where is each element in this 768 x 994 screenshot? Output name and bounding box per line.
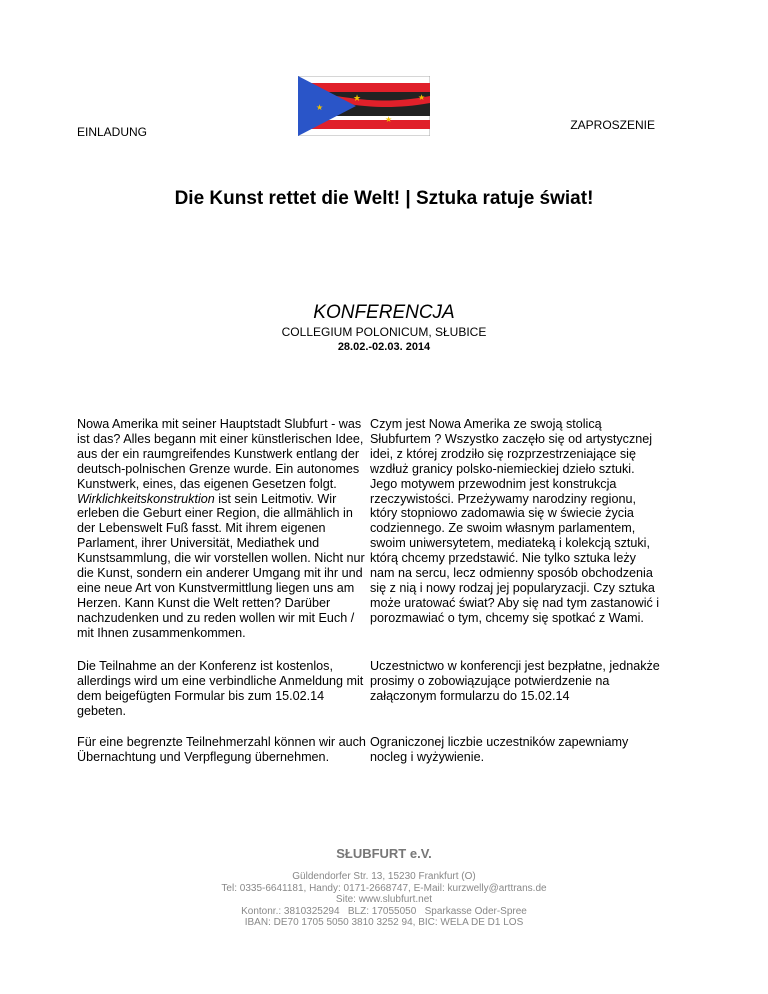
conference-place: COLLEGIUM POLONICUM, SŁUBICE — [281, 325, 487, 339]
german-accommodation-text: Für eine begrenzte Teilnehmerzahl können wir auch Übernachtung und Verpflegung übernehmen. — [77, 735, 366, 764]
footer-contact: Tel: 0335-6641181, Handy: 0171-2668747, E-Mail: kurzwelly@arttrans.de — [221, 882, 547, 894]
german-registration-text: Die Teilnahme an der Konferenz ist kostenlos, allerdings wird um eine verbindliche Anmeldung mit dem beigefügten Formular bis zum 15.02.14 gebeten. — [77, 659, 364, 718]
footer-site: Site: www.slubfurt.net — [335, 894, 433, 905]
polish-intro-text: Czym jest Nowa Amerika ze swoją stolicą Słubfurtem ? Wszystko zaczęło się od artystycznej idei, z której zrodziło się rozprzestrzeniające się wzdłuż granicy polsko-niemieckiej dzieło sztuki. Jego motywem przewodnim jest konstrukcja rzeczywistości. Przeżywamy narodziny regionu, który stopniowo zadomawia się w świecie życia codziennego. Ze swoim własnym parlamentem, swoim uniwersytetem, mediateką i kolekcją sztuki, którą chcemy przedstawić. Nie tylko sztuka leży nam na sercu, lecz odmienny sposób obchodzenia się z nią i nowy rodzaj jej popularyzacji. Czy sztuka może uratować świat? Aby się nad tym zastanowić i porozmawiać o tym, chcemy się spotkać z Wami. — [370, 417, 660, 625]
footer-iban: IBAN: DE70 1705 5050 3810 3252 94, BIC: WELA DE D1 LOS — [244, 917, 524, 928]
german-intro-text-a: Nowa Amerika mit seiner Hauptstadt Slubfurt - was ist das? Alles begann mit einer künstlerischen Idee, aus der ein raumgreifendes Kunstwerk entlang der deutsch-polnischen Grenze wurde. Ein autonomes Kunstwerk, eines, das eigenen Gesetzen folgt. — [77, 417, 364, 491]
german-paragraph-accommodation — [77, 735, 367, 765]
polish-registration-text: Uczestnictwo w konferencji jest bezpłatne, jednakże prosimy o zobowiązujące potwierdzenie na załączonym formularzu do 15.02.14 — [370, 659, 660, 703]
svg-text:★: ★ — [353, 94, 362, 104]
footer-address: Güldendorfer Str. 13, 15230 Frankfurt (O) — [292, 871, 476, 882]
nowa-amerika-flag-icon — [298, 76, 430, 136]
polish-accommodation-text: Ograniczonej liczbie uczestników zapewniamy nocleg i wyżywienie. — [370, 735, 629, 764]
german-intro-text-b: ist sein Leitmotiv. Wir erleben die Geburt einer Region, die allmählich in der Lebenswelt Fuß fasst. Mit ihrem eigenen Parlament, ihrer Universität, Mediathek und Kunstsammlung, die wir vorstellen wollen. Nicht nur die Kunst, sondern ein anderer Umgang mit ihr und eine neue Art von Kunstvermittlung liegen uns am Herzen. Kann Kunst die Welt retten? Darüber nachzudenken und zu reden wollen wir mit Euch / mit Ihnen zusammenkommen. — [77, 491, 365, 640]
label-zaproszenie: ZAPROSZENIE — [570, 118, 655, 132]
conference-date: 28.02.-02.03. 2014 — [337, 341, 431, 353]
footer-org-name: SŁUBFURT e.V. — [336, 846, 432, 861]
polish-paragraph-accommodation — [370, 735, 660, 765]
german-intro-emphasis: Wirklichkeitskonstruktion — [77, 491, 215, 506]
conference-title: KONFERENCJA — [313, 302, 455, 323]
german-paragraph-intro — [77, 417, 367, 641]
svg-text:★: ★ — [316, 103, 324, 112]
page-title: Die Kunst rettet die Welt! | Sztuka ratuje świat! — [174, 188, 594, 209]
footer-bank: Kontonr.: 3810325294 BLZ: 17055050 Sparkasse Oder-Spree — [241, 905, 527, 917]
label-einladung: EINLADUNG — [77, 125, 148, 139]
svg-text:★: ★ — [418, 93, 426, 102]
conference-block — [0, 302, 768, 354]
svg-text:★: ★ — [385, 115, 393, 124]
german-paragraph-registration — [77, 659, 367, 719]
polish-paragraph-registration — [370, 659, 660, 704]
polish-paragraph-intro — [370, 417, 660, 626]
footer — [0, 846, 768, 929]
